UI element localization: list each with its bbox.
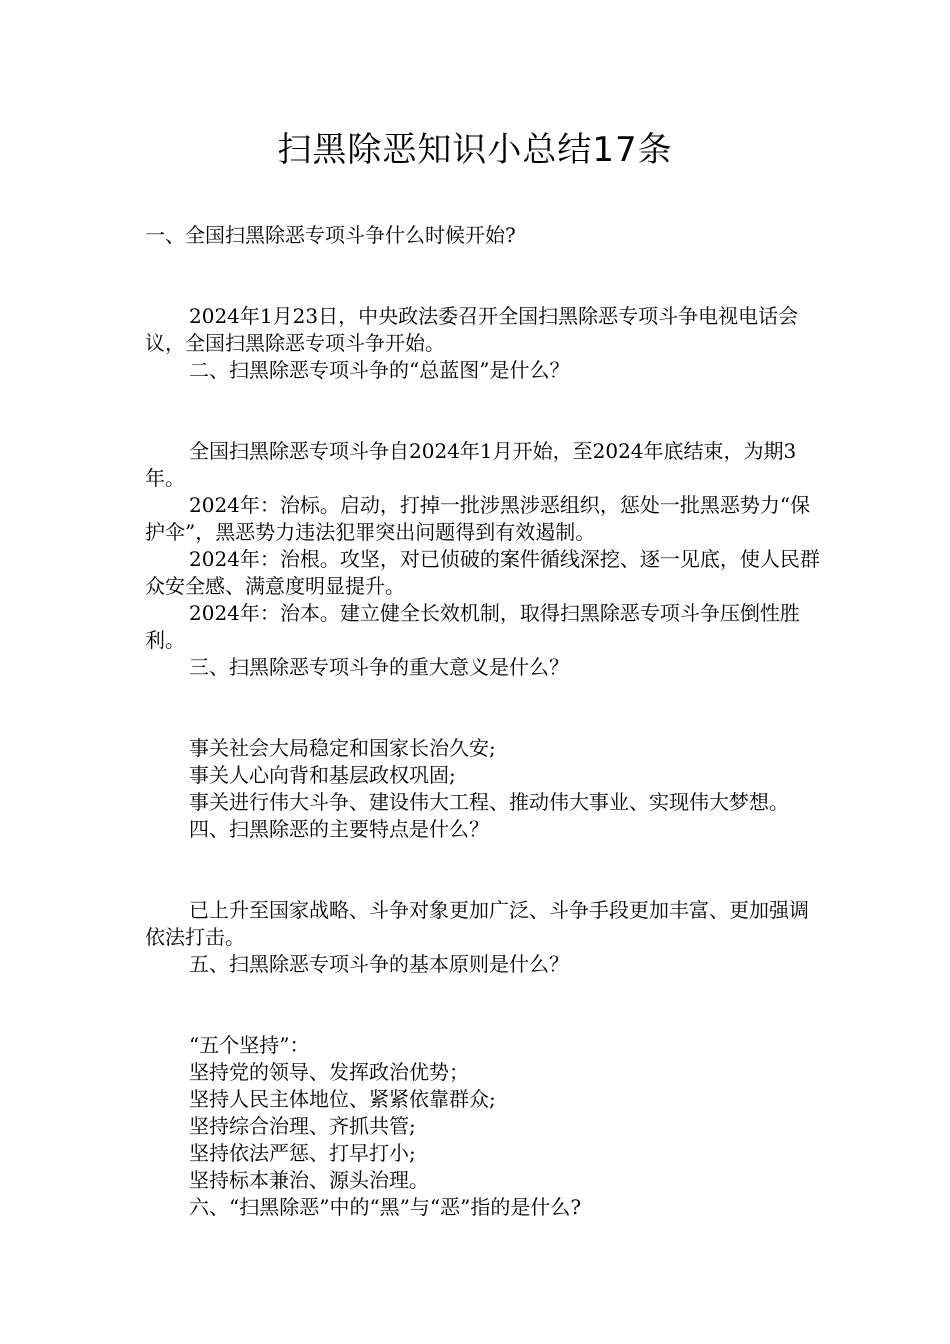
answer-3-item-3: 事关进行伟大斗争、建设伟大工程、推动伟大事业、实现伟大梦想。: [189, 790, 789, 814]
answer-2-paragraph-4: 2024年：治本。建立健全长效机制，取得扫黑除恶专项斗争压倒性胜利。: [145, 601, 800, 652]
answer-2-paragraph-3: 2024年：治根。攻坚，对已侦破的案件循线深挖、逐一见底，使人民群众安全感、满意度明显提升。: [145, 547, 820, 598]
answer-5-item-1: 坚持党的领导、发挥政治优势；: [189, 1060, 469, 1084]
answer-5-heading: “五个坚持”：: [189, 1033, 310, 1057]
question-1: 一、全国扫黑除恶专项斗争什么时候开始?: [145, 223, 516, 247]
answer-3-item-2: 事关人心向背和基层政权巩固;: [189, 763, 456, 787]
answer-3-item-1: 事关社会大局稳定和国家长治久安;: [189, 736, 496, 760]
document-title: 扫黑除恶知识小总结17条: [277, 130, 673, 170]
spacer: [145, 249, 825, 303]
answer-5-item-2: 坚持人民主体地位、紧紧依靠群众;: [189, 1087, 496, 1111]
answer-1: 2024年1月23日，中央政法委召开全国扫黑除恶专项斗争电视电话会议，全国扫黑除恶专项斗争开始。: [145, 304, 799, 355]
answer-2-paragraph-1: 全国扫黑除恶专项斗争自2024年1月开始，至2024年底结束，为期3年。: [145, 439, 797, 490]
spacer: [145, 978, 825, 1032]
spacer: [145, 681, 825, 735]
spacer: [145, 384, 825, 438]
answer-4: 已上升至国家战略、斗争对象更加广泛、斗争手段更加丰富、更加强调依法打击。: [145, 898, 809, 949]
answer-2-paragraph-2: 2024年：治标。启动，打掉一批涉黑涉恶组织，惩处一批黑恶势力“保护伞”，黑恶势力违法犯罪突出问题得到有效遏制。: [145, 493, 811, 544]
question-4: 四、扫黑除恶的主要特点是什么？: [189, 817, 489, 841]
spacer: [145, 843, 825, 897]
question-6: 六、“扫黑除恶”中的“黑”与“恶”指的是什么?: [189, 1195, 582, 1219]
answer-5-item-3: 坚持综合治理、齐抓共管;: [189, 1114, 416, 1138]
question-2: 二、扫黑除恶专项斗争的“总蓝图”是什么？: [189, 358, 570, 382]
question-3: 三、扫黑除恶专项斗争的重大意义是什么？: [189, 655, 569, 679]
document-body: [145, 222, 825, 1221]
answer-5-item-4: 坚持依法严惩、打早打小;: [189, 1141, 416, 1165]
answer-5-item-5: 坚持标本兼治、源头治理。: [189, 1168, 429, 1192]
question-5: 五、扫黑除恶专项斗争的基本原则是什么？: [189, 952, 569, 976]
